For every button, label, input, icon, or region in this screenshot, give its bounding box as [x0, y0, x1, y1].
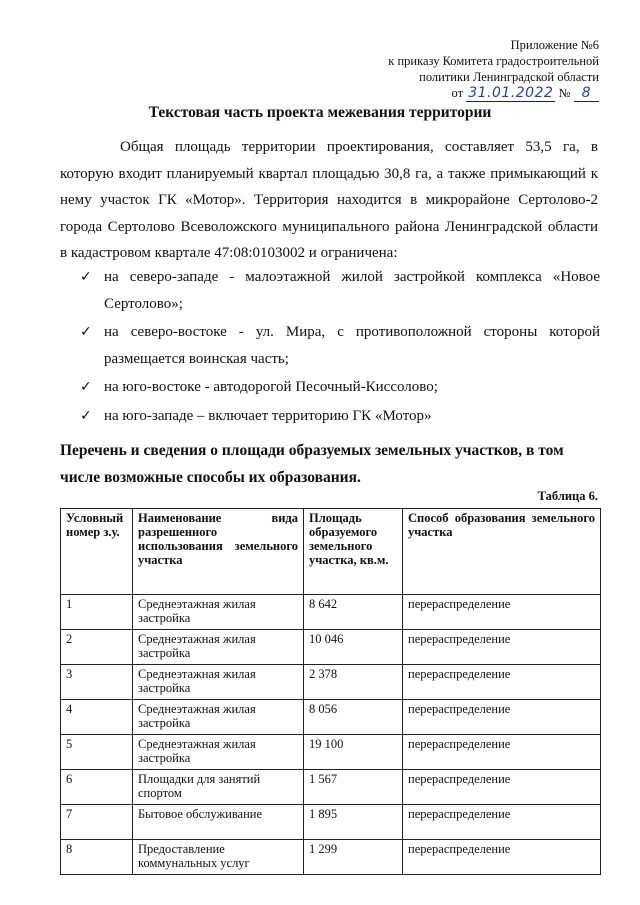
cell-number: 2 [61, 630, 133, 665]
cell-method: перераспределение [403, 805, 601, 840]
list-item-text: на северо-востоке - ул. Мира, с противоположной стороны которой размещается воинская часть; [104, 324, 600, 367]
number-sign: № [558, 86, 571, 100]
order-reference: к приказу Комитета градостроительной [388, 54, 599, 68]
cell-use-type: Площадки для занятий спортом [133, 770, 304, 805]
check-icon: ✓ [80, 407, 92, 424]
cell-area: 1 567 [304, 770, 403, 805]
table-row [61, 700, 601, 735]
table-caption: Таблица 6. [537, 489, 598, 503]
column-header-method: Способ образования земельного участка [403, 509, 601, 595]
handwritten-date: 31.01.2022 [468, 85, 554, 101]
cell-area: 1 299 [304, 840, 403, 875]
cell-use-type: Среднеэтажная жилая застройка [133, 630, 304, 665]
cell-area: 1 895 [304, 805, 403, 840]
column-header-area: Площадь образуемого земельного участка, кв.м. [304, 509, 403, 595]
check-icon: ✓ [80, 379, 92, 395]
column-header-number: Условный номер з.у. [61, 509, 133, 595]
check-icon: ✓ [80, 269, 92, 285]
cell-use-type: Среднеэтажная жилая застройка [133, 700, 304, 735]
cell-area: 2 378 [304, 665, 403, 700]
cell-method: перераспределение [403, 700, 601, 735]
cell-use-type: Бытовое обслуживание [133, 805, 304, 840]
table-row [61, 735, 601, 770]
intro-paragraph: Общая площадь территории проектирования, составляет 53,5 га, в которую входит планируемый квартал площадью 30,8 га, а также примыкающий к нему участок ГК «Мотор». Территория находится в микрорайоне Сертолово-2 города Сертолово Всеволожского муниципального района Ленинградской области в кадастровом квартале 47:08:0103002 и ограничена: [60, 139, 598, 261]
table-row [61, 595, 601, 630]
cell-area: 10 046 [304, 630, 403, 665]
list-item-text: на юго-востоке - автодорогой Песочный-Киссолово; [104, 379, 438, 395]
document-title: Текстовая часть проекта межевания территории [148, 104, 492, 121]
boundary-list [80, 264, 600, 431]
date-prefix: от [451, 86, 464, 100]
list-item [80, 264, 600, 317]
cell-number: 6 [61, 770, 133, 805]
cell-number: 5 [61, 735, 133, 770]
cell-number: 7 [61, 805, 133, 840]
cell-use-type: Предоставление коммунальных услуг [133, 840, 304, 875]
table-row [61, 665, 601, 700]
cell-use-type: Среднеэтажная жилая застройка [133, 595, 304, 630]
cell-number: 1 [61, 595, 133, 630]
list-item [80, 403, 600, 430]
list-item-text: на северо-западе - малоэтажной жилой застройкой комплекса «Новое Сертолово»; [104, 269, 600, 312]
table-row [61, 770, 601, 805]
table-row [61, 840, 601, 875]
column-header-use-type: Наименование вида разрешенного использования земельного участка [133, 509, 304, 595]
cell-method: перераспределение [403, 840, 601, 875]
document-header [388, 37, 599, 101]
table-row [61, 630, 601, 665]
list-item [80, 374, 600, 401]
cell-area: 8 056 [304, 700, 403, 735]
table-header-row [61, 509, 601, 595]
appendix-label: Приложение №6 [510, 38, 599, 52]
handwritten-order-number: 8 [574, 85, 599, 102]
check-icon: ✓ [80, 324, 92, 340]
committee-name: политики Ленинградской области [419, 70, 599, 84]
cell-method: перераспределение [403, 735, 601, 770]
cell-area: 8 642 [304, 595, 403, 630]
cell-method: перераспределение [403, 665, 601, 700]
order-date-line [388, 85, 599, 101]
cell-number: 4 [61, 700, 133, 735]
cell-use-type: Среднеэтажная жилая застройка [133, 735, 304, 770]
cell-use-type: Среднеэтажная жилая застройка [133, 665, 304, 700]
land-plots-table [60, 508, 601, 875]
cell-number: 8 [61, 840, 133, 875]
list-item-text: на юго-западе – включает территорию ГК «Мотор» [104, 407, 432, 424]
cell-number: 3 [61, 665, 133, 700]
section-heading: Перечень и сведения о площади образуемых земельных участков, в том числе возможные способы их образования. [60, 442, 564, 486]
list-item [80, 319, 600, 372]
table-row [61, 805, 601, 840]
cell-method: перераспределение [403, 770, 601, 805]
cell-method: перераспределение [403, 630, 601, 665]
cell-method: перераспределение [403, 595, 601, 630]
cell-area: 19 100 [304, 735, 403, 770]
